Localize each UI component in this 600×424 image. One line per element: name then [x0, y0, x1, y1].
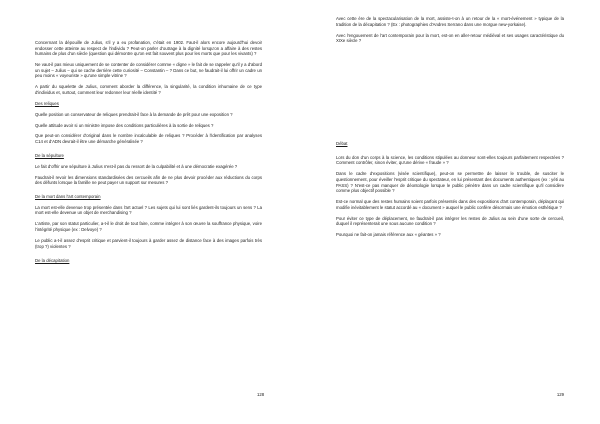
- paragraph: La mort est-elle devenue trop présentée dans l'art actuel ? Les sujets qui lui sont liés gardent-ils toujours un sens ? La mort est-elle devenue un objet de merchandising ?: [35, 204, 262, 216]
- paragraph: Quelle position un conservateur de reliques prendrait-il face à la demande de prêt pour une exposition ?: [35, 111, 233, 117]
- section-heading: Des reliques: [35, 100, 59, 106]
- right-page: [300, 0, 600, 424]
- paragraph: Avec l'engouement de l'art contemporain pour la mort, est-on en aller-retour médiéval et ses usages caractéristique du XIXe siècle ?: [336, 32, 564, 44]
- paragraph: L'artiste, par son statut particulier, a-t-il le droit de tout faire, comme intégrer à son œuvre la souffrance physique, voire l'intégrité physique (ex : Delvoye) ?: [35, 221, 262, 232]
- paragraph: Faudrait-il revoir les dimensions standardisées des cercueils afin de ne plus devoir procéder aux réductions du corps des défunts lorsque la famille ne peut payer un support sur mesures ?: [35, 174, 262, 186]
- paragraph: Que peut-on considérer d'original dans le nombre incalculable de reliques ? Procéder à l'identification par analyses C14 et d'ADN devrait-il être une démarche généralisée ?: [35, 133, 262, 145]
- section-heading: Débat: [336, 141, 348, 147]
- paragraph: Pourquoi ne fait-on jamais référence aux « géantes » ?: [336, 232, 441, 238]
- section-heading: De la mort dans l'art contemporain: [35, 194, 101, 200]
- left-page-text: [35, 40, 262, 268]
- paragraph: Le fait d'offrir une sépulture à Julius n'est-il pas du ressort de la culpabilité et à une démocratie exagérée ?: [35, 163, 238, 169]
- spacer: [336, 49, 564, 141]
- paragraph: Lors du don d'un corps à la science, les conditions stipulées au donneur sont-elles toujours parfaitement respectées ? Comment contrôler, sinon éviter, qu'une dérive « fraude » ?: [336, 154, 564, 166]
- right-page-text: [336, 16, 564, 243]
- paragraph: Ne vaut-il pas mieux uniquement de se contenter de considérer comme « digne » le fait de se rappeler qu'il y a d'abord un sujet – Julius – qui se cache derrière cette curiosité – Constantin – ? Dans ce but, ne faudrait-il lui offrir un cadre un peu moins « voyeuriste » qu'une simple vitrine ?: [35, 62, 262, 79]
- right-page-number: 129: [556, 392, 564, 397]
- paragraph: Avec cette ère de la spectacularisation de la mort, assiste-t-on à un retour de la « mort-événement » typique de la tradition de la décapitation ? (Ex : photographies d'Andres Serrano dans une morgue new-yorkaise).: [336, 16, 564, 27]
- section-heading: De la décapitation: [35, 257, 70, 263]
- paragraph: Le public a-t-il assez d'esprit critique et parvient-il toujours à garder assez de distance face à des images parfois très (trop ?) violentes ?: [35, 237, 262, 249]
- paragraph: A partir du squelette de Julius, comment aborder la différence, la singularité, la condition inhumaine de ce type d'individus et, surtout, comment leur redonner leur réelle identité ?: [35, 84, 262, 95]
- paragraph: Pour éviter ce type de déplacement, ne faudrait-il pas intégrer les restes de Julius au sein d'une sorte de cercueil, duquel il représenterait une sous aucune condition ?: [336, 215, 564, 227]
- paragraph: Dans le cadre d'expositions (visée scientifique), peut-on se permettre de laisser le trouble, de susciter le questionnement, pour éveiller l'esprit critique du spectateur, en lui présentant des documents authentiques (ex : yéti au PASS) ? N'est-ce pas manquer de déontologie lorsque le public pénètre dans un cadre scientifique qu'il considère comme plus objectif possible ?: [336, 171, 564, 194]
- paragraph: Quelle attitude avoir si un ministre impose des conditions particulières à la sortie de reliques ?: [35, 122, 214, 128]
- section-heading: De la sépulture: [35, 153, 64, 159]
- left-page-number: 128: [257, 392, 265, 397]
- paragraph: Concernant la dépouille de Julius, s'il y a eu profanation, c'était en 1902. Faut-il alors encore aujourd'hui devoir endosser cette atteinte au respect de l'individu ? Peut-on parler d'outrage à la dignité lorsqu'on a affaire à des restes humains de plus d'un siècle (question qui démontre qu'on est fait souvent plus pour les morts que pour les vivants) ?: [35, 40, 262, 57]
- paragraph: Est-ce normal que des restes humains soient parfois présentés dans des expositions d'art contemporain, déplaçant qui modifie inévitablement le statut accordé au « document » auquel le public confère désormais une émotion esthétique ?: [336, 199, 564, 210]
